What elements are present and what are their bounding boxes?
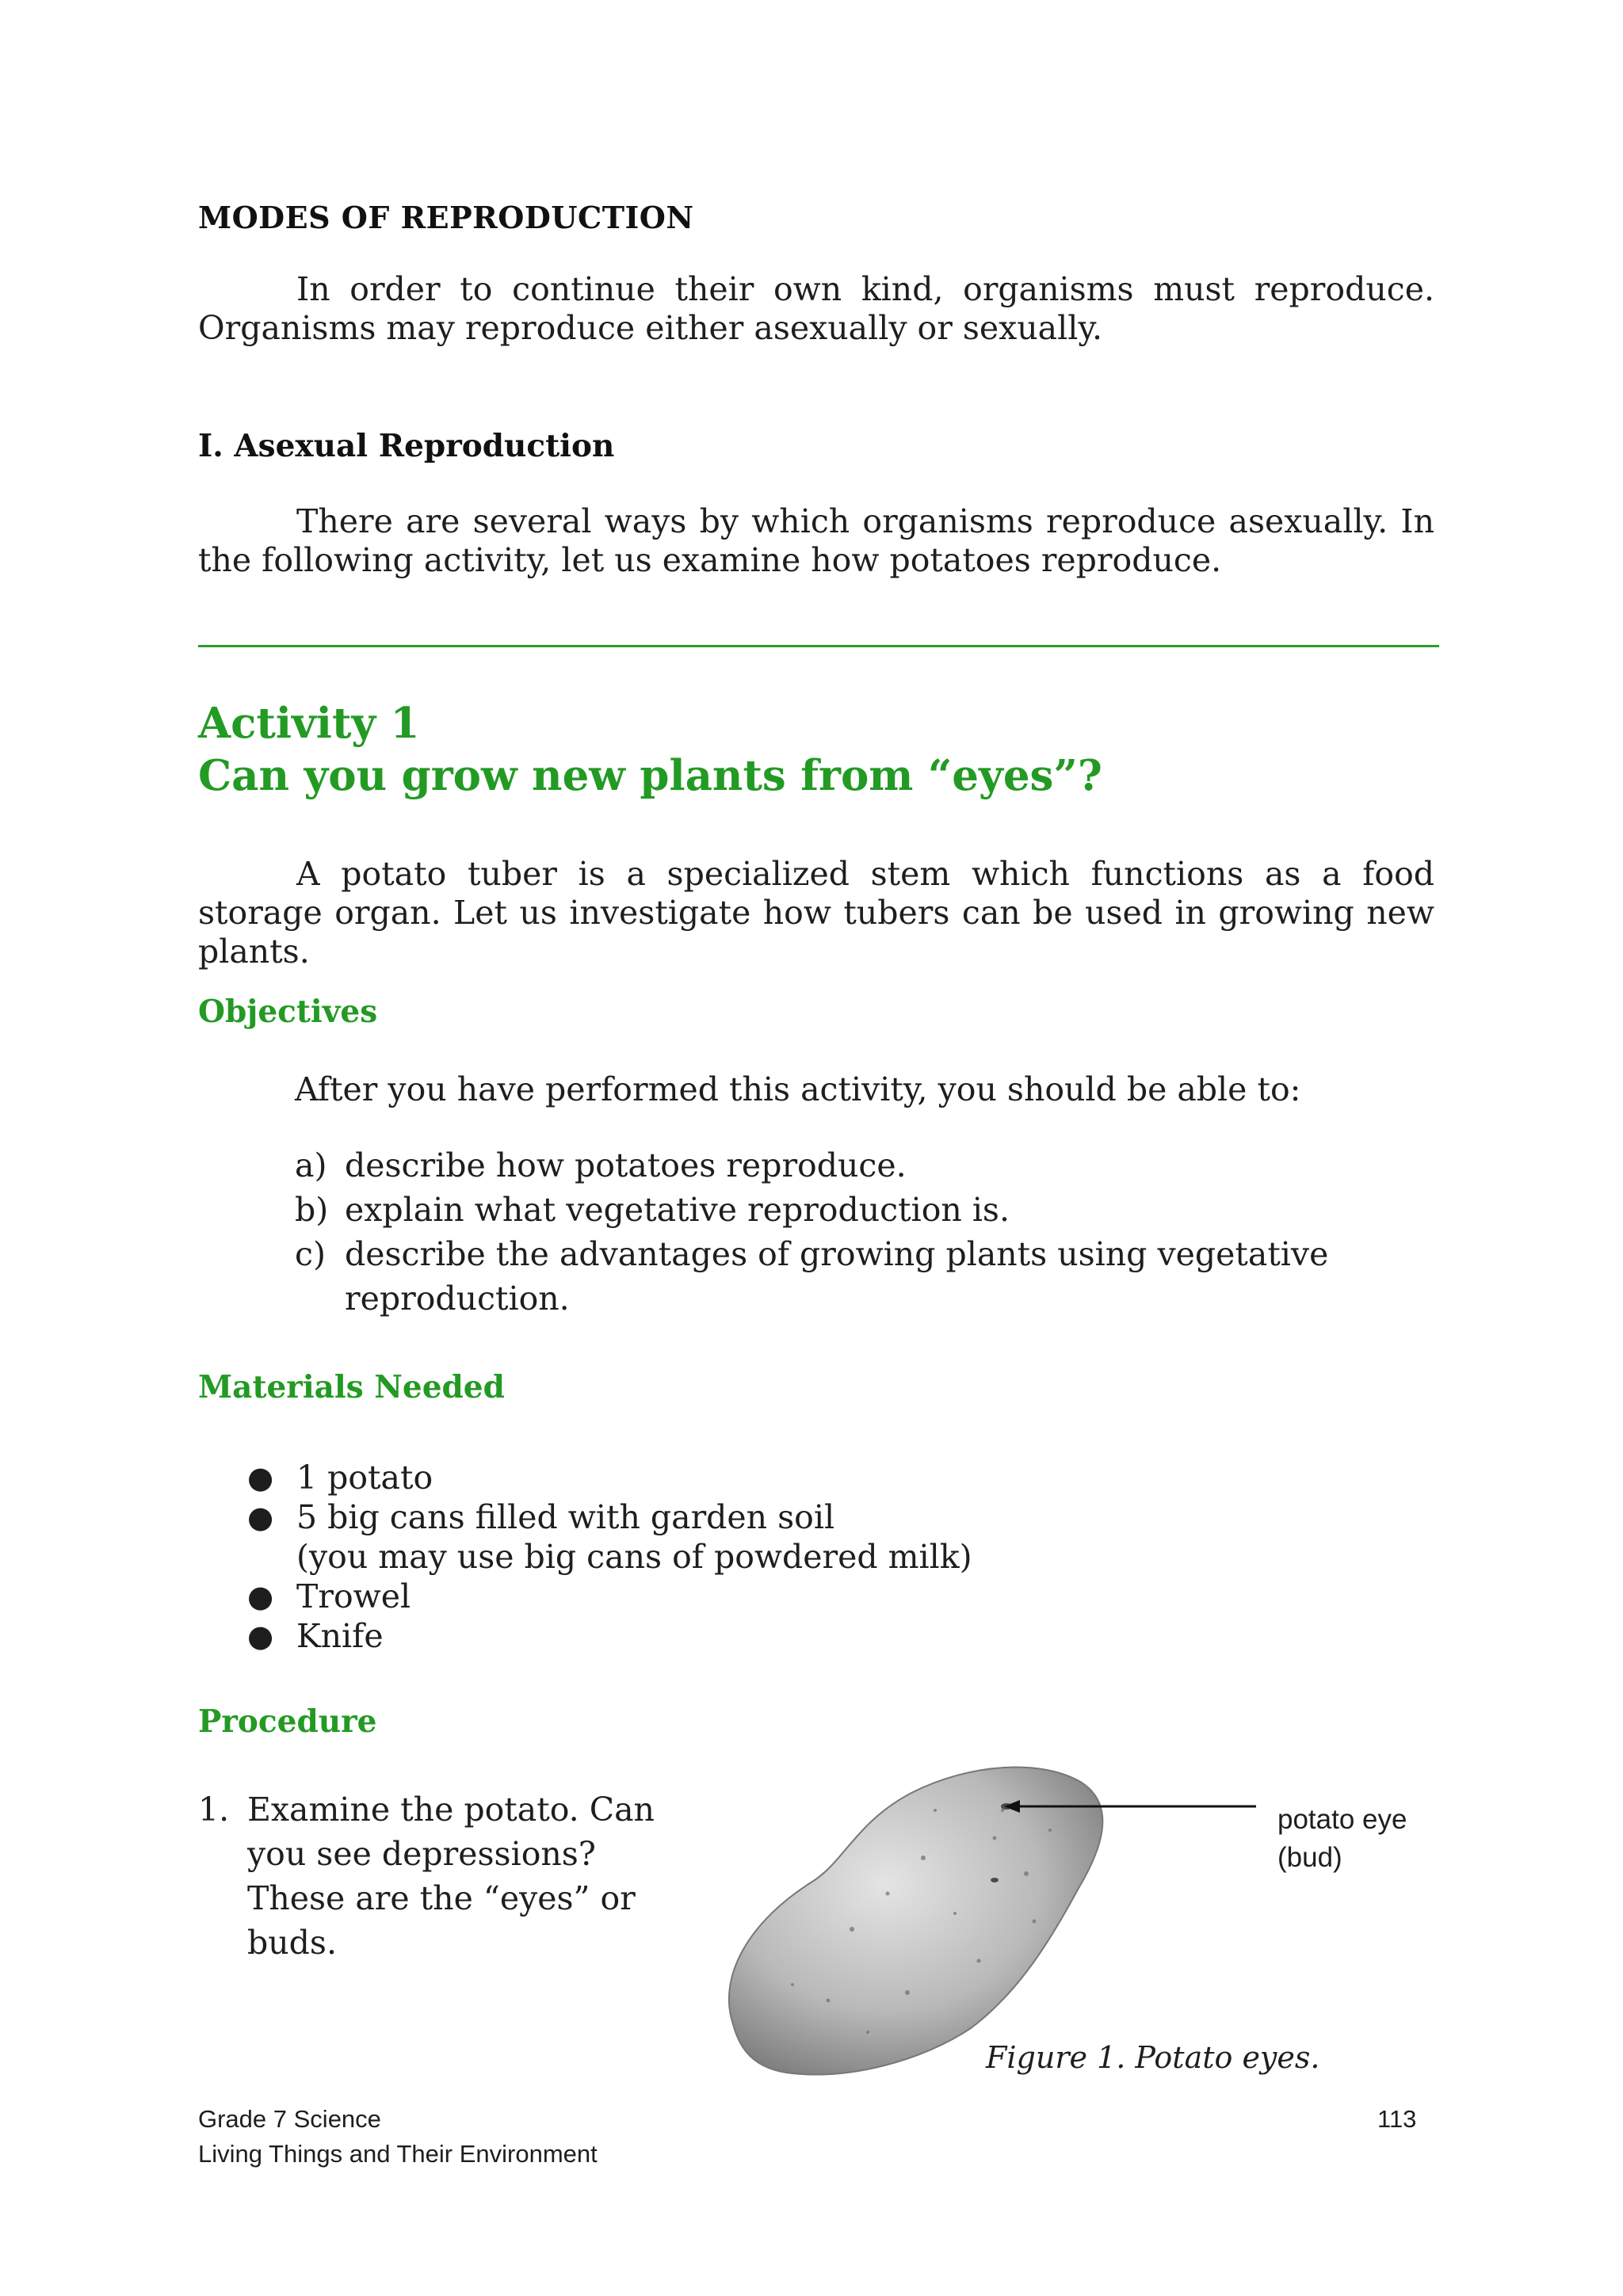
list-item — [295, 1188, 1404, 1232]
step-text: Examine the potato. Can you see depressions? These are the “eyes” or buds. — [247, 1791, 655, 1962]
activity-title: Can you grow new plants from “eyes”? — [198, 751, 1102, 800]
list-item — [238, 1497, 1189, 1577]
callout-line: potato eye — [1277, 1804, 1407, 1835]
list-marker: c) — [295, 1235, 326, 1273]
list-item-text: Knife — [296, 1617, 384, 1655]
footer-course: Grade 7 Science — [198, 2105, 381, 2133]
list-marker: b) — [295, 1191, 329, 1229]
potato-eye-mark — [991, 1878, 999, 1882]
list-item — [295, 1143, 1404, 1188]
potato-eye-label — [1277, 1801, 1407, 1877]
list-item — [238, 1458, 1189, 1497]
asexual-paragraph: There are several ways by which organisms reproduce asexually. In the following activity, let us examine how potatoes reproduce. — [198, 502, 1434, 579]
bullet-icon: ● — [247, 1619, 274, 1653]
footer-unit: Living Things and Their Environment — [198, 2140, 598, 2168]
procedure-heading: Procedure — [198, 1703, 377, 1740]
objectives-list — [295, 1143, 1404, 1321]
step-number: 1. — [198, 1791, 230, 1829]
potato-shape — [729, 1768, 1102, 2075]
list-item-note: (you may use big cans of powdered milk) — [296, 1538, 972, 1576]
section-title: MODES OF REPRODUCTION — [198, 200, 694, 235]
list-item — [238, 1616, 1189, 1656]
list-item-text: explain what vegetative reproduction is. — [345, 1191, 1010, 1229]
figure-caption: Figure 1. Potato eyes. — [986, 2040, 1320, 2075]
objectives-lead: After you have performed this activity, you should be able to: — [295, 1070, 1301, 1108]
procedure-step — [198, 1787, 689, 1965]
materials-heading: Materials Needed — [198, 1369, 505, 1405]
list-marker: a) — [295, 1146, 327, 1184]
materials-list — [238, 1458, 1189, 1656]
list-item-text: describe how potatoes reproduce. — [345, 1146, 907, 1184]
asexual-heading: I. Asexual Reproduction — [198, 428, 615, 464]
activity-header — [198, 697, 1102, 802]
footer-course-info — [198, 2102, 598, 2172]
bullet-icon: ● — [247, 1579, 274, 1614]
activity-intro-paragraph: A potato tuber is a specialized stem which functions as a food storage organ. Let us investigate how tubers can be used in growing new plants. — [198, 855, 1434, 971]
section-intro-paragraph: In order to continue their own kind, organisms must reproduce. Organisms may reproduce either asexually or sexually. — [198, 270, 1434, 347]
section-divider — [198, 645, 1439, 647]
list-item-text: Trowel — [296, 1577, 411, 1615]
list-item — [295, 1232, 1335, 1321]
objectives-heading: Objectives — [198, 994, 378, 1030]
list-item-text: 1 potato — [296, 1459, 433, 1497]
activity-number: Activity 1 — [198, 699, 420, 748]
list-item — [238, 1577, 1189, 1616]
list-item-text: 5 big cans filled with garden soil — [296, 1498, 835, 1536]
page-number: 113 — [1377, 2105, 1417, 2133]
potato-figure — [717, 1763, 1256, 2080]
list-item-text: describe the advantages of growing plants using vegetative reproduction. — [345, 1235, 1329, 1318]
bullet-icon: ● — [247, 1500, 274, 1535]
callout-line: (bud) — [1277, 1842, 1342, 1873]
bullet-icon: ● — [247, 1460, 274, 1495]
